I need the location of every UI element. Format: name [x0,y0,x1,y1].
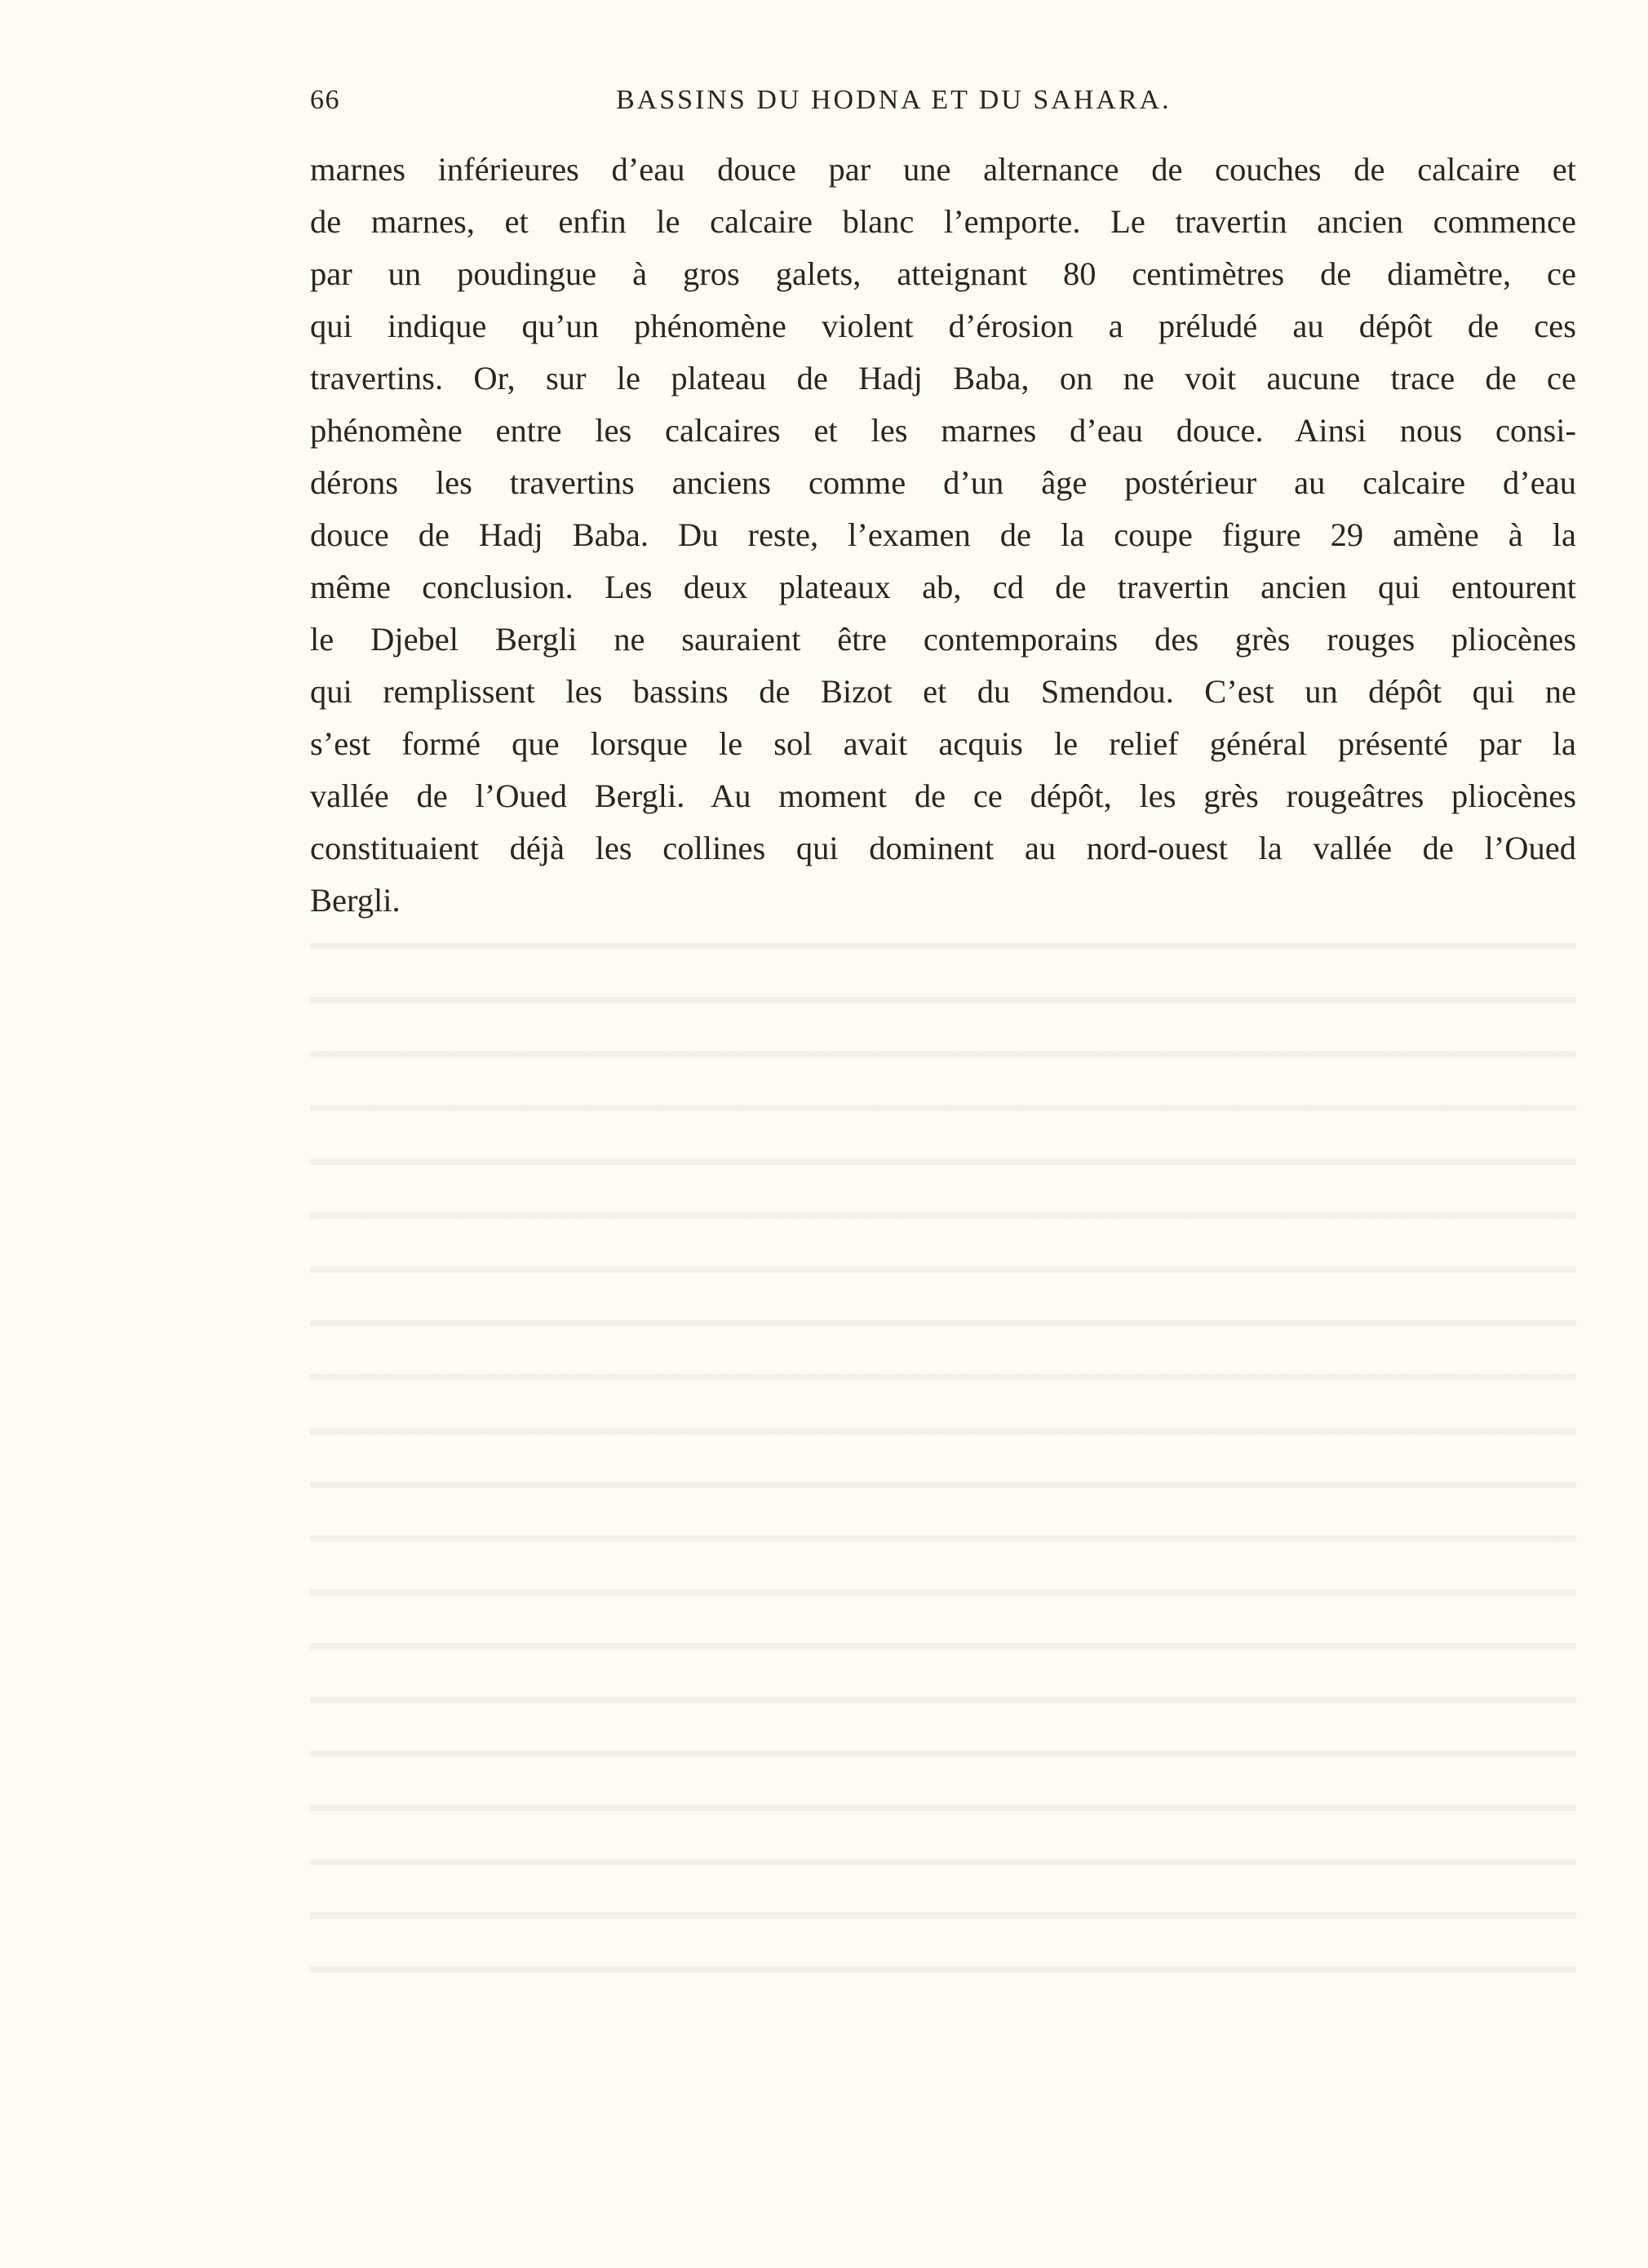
text-line: travertins. Or, sur le plateau de Hadj Baba, on ne voit aucune trace de ce [310,360,1576,396]
text-line: Bergli. [310,882,401,919]
body-paragraph [310,144,1576,927]
text-line: s’est formé que lorsque le sol avait acquis le relief général présenté par la [310,725,1576,762]
text-line: dérons les travertins anciens comme d’un âge postérieur au calcaire d’eau [310,464,1576,501]
text-line: phénomène entre les calcaires et les marnes d’eau douce. Ainsi nous consi- [310,412,1576,449]
text-line: vallée de l’Oued Bergli. Au moment de ce dépôt, les grès rougeâtres pliocènes [310,777,1576,814]
text-line: de marnes, et enfin le calcaire blanc l’emporte. Le travertin ancien commence [310,203,1576,240]
text-line: par un poudingue à gros galets, atteignant 80 centimètres de diamètre, ce [310,255,1576,292]
text-line: qui indique qu’un phénomène violent d’érosion a préludé au dépôt de ces [310,308,1576,344]
text-line: marnes inférieures d’eau douce par une alternance de couches de calcaire et [310,151,1576,188]
text-line: qui remplissent les bassins de Bizot et du Smendou. C’est un dépôt qui ne [310,673,1576,710]
text-line: douce de Hadj Baba. Du reste, l’examen de la coupe figure 29 amène à la [310,516,1576,553]
bleed-through-texture [310,914,1576,1991]
running-head [310,85,1575,134]
text-line: constituaient déjà les collines qui dominent au nord-ouest la vallée de l’Oued [310,830,1576,866]
running-title: BASSINS DU HODNA ET DU SAHARA. [616,85,1172,115]
text-line: même conclusion. Les deux plateaux ab, cd de travertin ancien qui entourent [310,569,1576,605]
page-number: 66 [310,85,340,115]
text-line: le Djebel Bergli ne sauraient être contemporains des grès rouges pliocènes [310,621,1576,658]
